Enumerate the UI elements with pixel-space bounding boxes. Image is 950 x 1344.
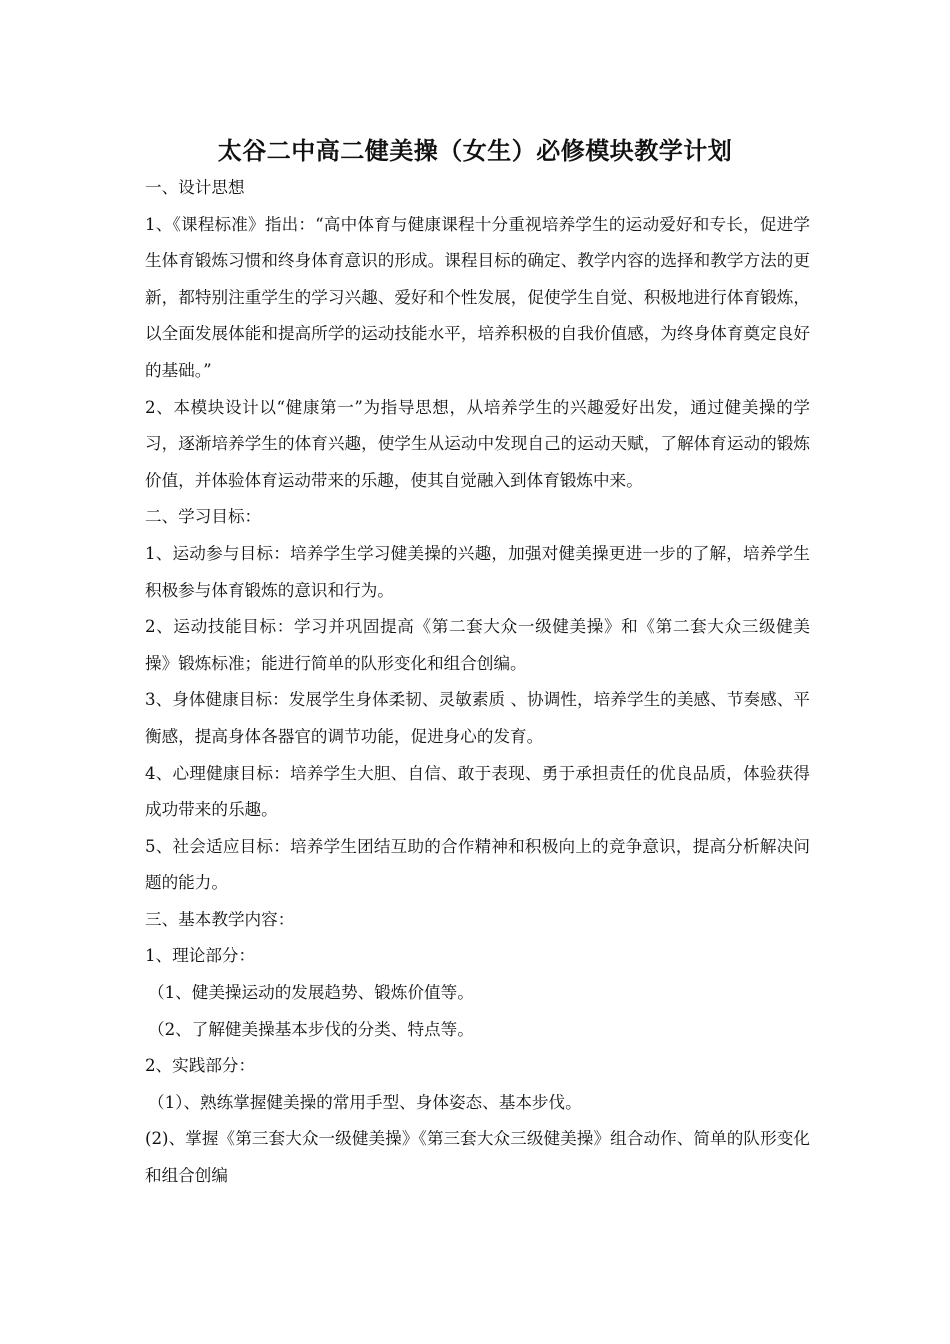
document-title: 太谷二中高二健美操（女生）必修模块教学计划 <box>217 136 733 165</box>
content-theory-heading: 1、理论部分： <box>145 946 256 966</box>
goal-skills: 2、运动技能目标：学习并巩固提高《第二套大众一级健美操》和《第二套大众三级健美操》锻炼标准；能进行简单的队形变化和组合创编。 <box>145 617 810 673</box>
goal-social-adaptation: 5、社会适应目标：培养学生团结互助的合作精神和积极向上的竞争意识，提高分析解决问题的能力。 <box>145 836 810 893</box>
goal-participation: 1、运动参与目标：培养学生学习健美操的兴趣，加强对健美操更进一步的了解，培养学生积极参与体育锻炼的意识和行为。 <box>145 543 810 600</box>
content-theory-item-2: （2、了解健美操基本步伐的分类、特点等。 <box>148 1019 474 1039</box>
section-heading-design: 一、设计思想 <box>145 178 245 197</box>
content-practice-item-1: （1）、熟练掌握健美操的常用手型、身体姿态、基本步伐。 <box>148 1092 582 1112</box>
section-heading-content: 三、基本教学内容： <box>145 909 295 929</box>
section-heading-goals: 二、学习目标： <box>145 507 262 527</box>
content-practice-item-2: (2)、掌握《第三套大众一级健美操》《第三套大众三级健美操》组合动作、简单的队形变化和组合创编 <box>145 1129 810 1186</box>
content-theory-item-1: （1、健美操运动的发展趋势、锻炼价值等。 <box>148 983 474 1003</box>
content-practice-heading: 2、实践部分： <box>145 1056 256 1076</box>
goal-mental-health: 4、心理健康目标：培养学生大胆、自信、敢于表现、勇于承担责任的优良品质，体验获得成功带来的乐趣。 <box>145 763 810 820</box>
paragraph-module-design: 2、本模块设计以“健康第一”为指导思想，从培养学生的兴趣爱好出发，通过健美操的学习，逐渐培养学生的体育兴趣，使学生从运动中发现自己的运动天赋，了解体育运动的锻炼价值，并体验体育运动带来的乐趣，使其自觉融入到体育锻炼中来。 <box>145 397 810 490</box>
paragraph-curriculum-standard: 1、《课程标准》指出：“高中体育与健康课程十分重视培养学生的运动爱好和专长，促进学生体育锻炼习惯和终身体育意识的形成。课程目标的确定、教学内容的选择和教学方法的更新，都特别注重学生的学习兴趣、爱好和个性发展，促使学生自觉、积极地进行体育锻炼，以全面发展体能和提高所学的运动技能水平，培养积极的自我价值感，为终身体育奠定良好的基础。” <box>145 214 810 380</box>
document-body <box>145 170 810 1195</box>
goal-physical-health: 3、身体健康目标：发展学生身体柔韧、灵敏素质 、协调性，培养学生的美感、节奏感、平衡感，提高身体各器官的调节功能，促进身心的发育。 <box>145 690 810 746</box>
